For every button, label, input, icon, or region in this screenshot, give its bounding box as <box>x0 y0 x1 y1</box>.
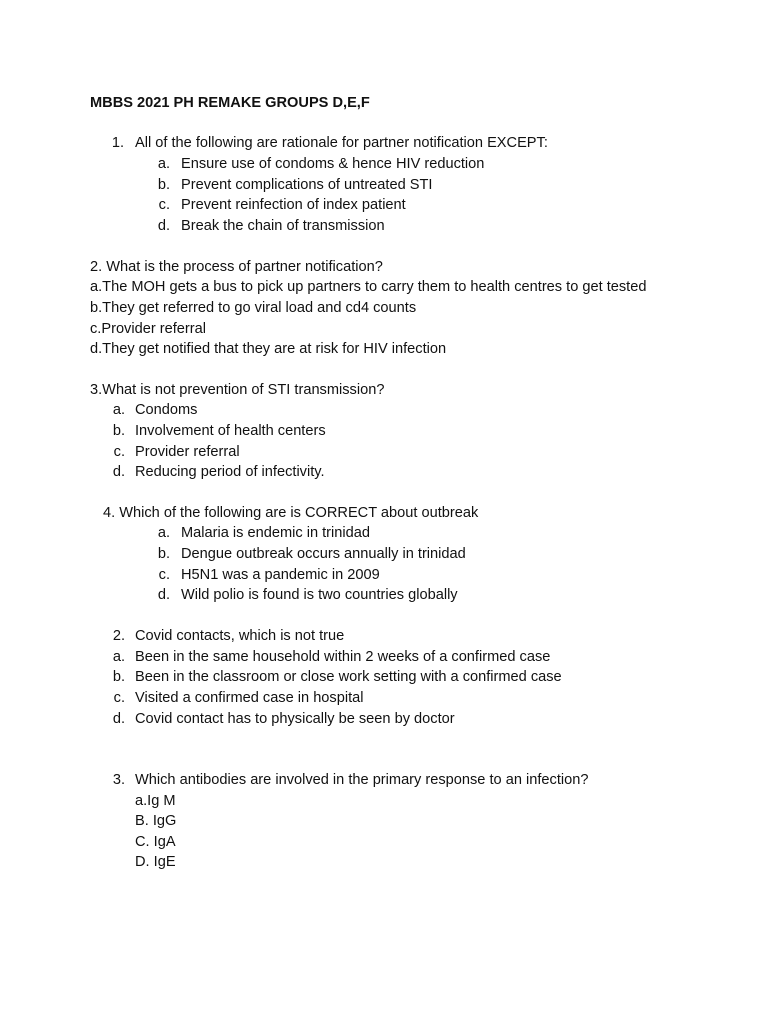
option-text: Provider referral <box>135 444 240 460</box>
option-text: Break the chain of transmission <box>181 218 385 234</box>
option-marker: c. <box>158 567 170 583</box>
option-text: D. IgE <box>135 854 176 870</box>
option-marker: d. <box>157 218 170 234</box>
option-marker: a. <box>157 525 170 541</box>
option-text: Involvement of health centers <box>135 423 326 439</box>
page-title: MBBS 2021 PH REMAKE GROUPS D,E,F <box>90 95 370 111</box>
option-marker: a. <box>157 156 170 172</box>
option-marker: d. <box>112 464 125 480</box>
question-text: Which antibodies are involved in the primary response to an infection? <box>135 772 589 788</box>
option-text: C. IgA <box>135 834 176 850</box>
option-text: Dengue outbreak occurs annually in trinidad <box>181 546 466 562</box>
option-marker: a. <box>112 649 125 665</box>
option-text: Malaria is endemic in trinidad <box>181 525 370 541</box>
option-text: Been in the same household within 2 weeks of a confirmed case <box>135 649 551 665</box>
option-text: a.Ig M <box>135 793 176 809</box>
question-number: 1. <box>111 135 124 151</box>
option-marker: b. <box>157 177 170 193</box>
option-text: c.Provider referral <box>90 321 206 337</box>
option-text: Visited a confirmed case in hospital <box>135 690 364 706</box>
option-marker: b. <box>112 669 125 685</box>
option-text: b.They get referred to go viral load and cd4 counts <box>90 300 417 316</box>
option-marker: c. <box>158 197 170 213</box>
option-text: Wild polio is found is two countries globally <box>181 587 458 603</box>
question-number: 3. <box>112 772 125 788</box>
option-text: d.They get notified that they are at risk for HIV infection <box>90 341 447 357</box>
option-text: H5N1 was a pandemic in 2009 <box>181 567 380 583</box>
question-text: 4. Which of the following are is CORRECT about outbreak <box>103 505 479 521</box>
question-text: Covid contacts, which is not true <box>135 628 345 644</box>
option-marker: b. <box>112 423 125 439</box>
option-marker: c. <box>113 690 125 706</box>
option-text: Been in the classroom or close work setting with a confirmed case <box>135 669 562 685</box>
option-marker: d. <box>157 587 170 603</box>
option-text: Prevent reinfection of index patient <box>181 197 406 213</box>
question-text: 2. What is the process of partner notification? <box>90 259 383 275</box>
option-text: B. IgG <box>135 813 177 829</box>
option-text: Reducing period of infectivity. <box>135 464 325 480</box>
question-number: 2. <box>112 628 125 644</box>
question-text: All of the following are rationale for partner notification EXCEPT: <box>135 135 548 151</box>
option-text: a.The MOH gets a bus to pick up partners to carry them to health centres to get tested <box>90 279 647 295</box>
option-text: Covid contact has to physically be seen by doctor <box>135 711 455 727</box>
option-marker: b. <box>157 546 170 562</box>
option-marker: a. <box>112 402 125 418</box>
option-marker: d. <box>112 711 125 727</box>
option-text: Prevent complications of untreated STI <box>181 177 433 193</box>
option-text: Condoms <box>135 402 198 418</box>
option-marker: c. <box>113 444 125 460</box>
question-text: 3.What is not prevention of STI transmission? <box>90 382 385 398</box>
option-text: Ensure use of condoms & hence HIV reduction <box>181 156 485 172</box>
